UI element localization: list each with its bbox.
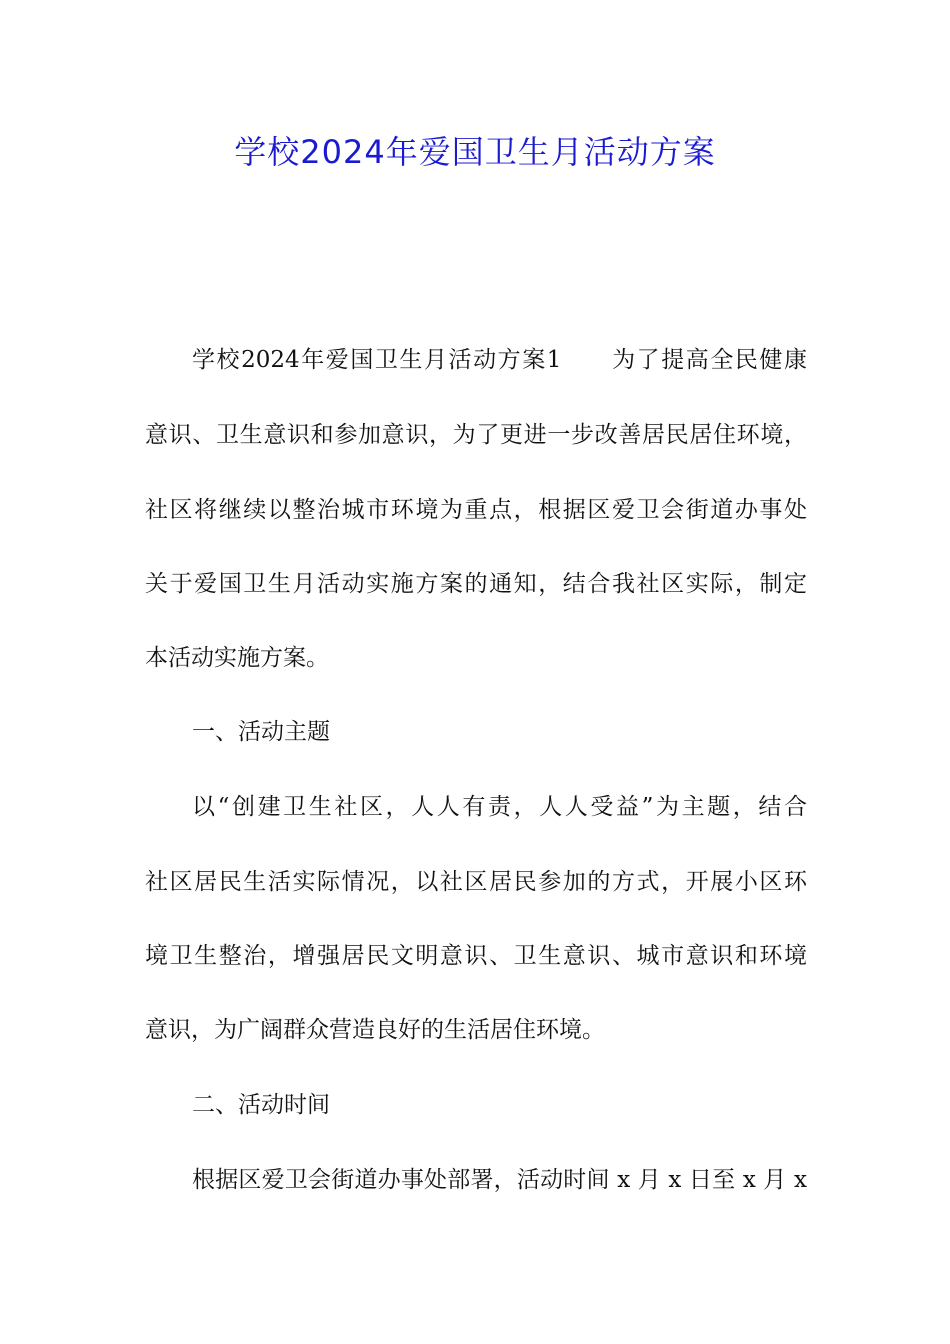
body-line-2: 意识、卫生意识和参加意识，为了更进一步改善居民居住环境， bbox=[145, 422, 807, 448]
body-line-8: 社区居民生活实际情况，以社区居民参加的方式，开展小区环 bbox=[145, 869, 807, 895]
body-line-1: 学校2024年爱国卫生月活动方案1 为了提高全民健康 bbox=[192, 347, 807, 373]
body-line-4: 关于爱国卫生月活动实施方案的通知，结合我社区实际，制定 bbox=[145, 571, 807, 597]
body-line-9: 境卫生整治，增强居民文明意识、卫生意识、城市意识和环境 bbox=[145, 943, 807, 969]
body-line-12: 根据区爱卫会街道办事处部署，活动时间 x 月 x 日至 x 月 x bbox=[192, 1167, 807, 1193]
body-line-10: 意识，为广阔群众营造良好的生活居住环境。 bbox=[145, 1017, 605, 1043]
document-title: 学校2024年爱国卫生月活动方案 bbox=[234, 133, 716, 171]
body-line-7: 以“创建卫生社区，人人有责，人人受益”为主题，结合 bbox=[192, 794, 807, 820]
body-line-5: 本活动实施方案。 bbox=[145, 645, 329, 671]
section-heading-theme: 一、活动主题 bbox=[192, 719, 330, 745]
body-line-3: 社区将继续以整治城市环境为重点，根据区爱卫会街道办事处 bbox=[145, 497, 807, 523]
section-heading-time: 二、活动时间 bbox=[192, 1092, 330, 1118]
